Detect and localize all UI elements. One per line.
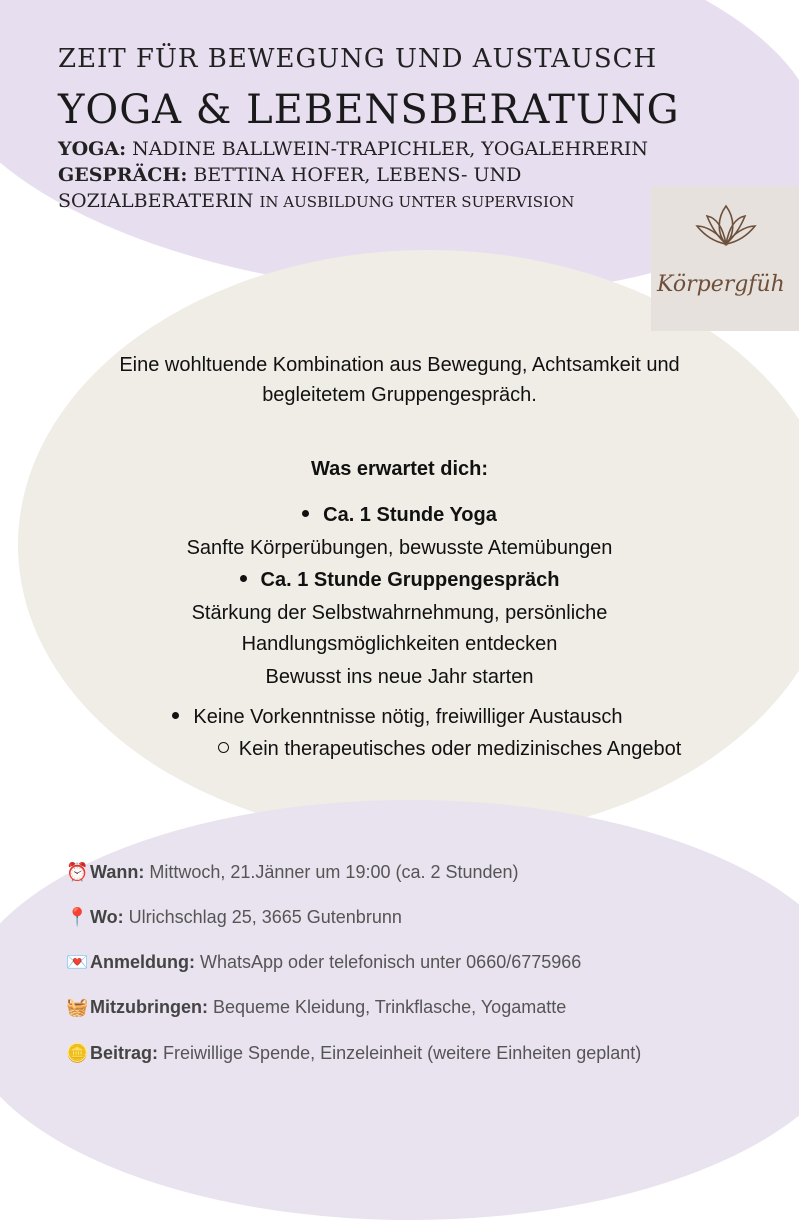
brand-logo-text: Körpergfüh: [657, 272, 785, 297]
list-item-no-experience: [0, 706, 797, 729]
info-label: Wo:: [90, 907, 124, 927]
circle-bullet-icon: [218, 742, 229, 753]
expect-heading: Was erwartet dich:: [310, 458, 489, 480]
counselor-supervision: IN AUSBILDUNG UNTER SUPERVISION: [259, 193, 575, 211]
intro-line-1: Eine wohltuende Kombination aus Bewegung, Achtsamkeit und: [119, 354, 680, 376]
info-value: WhatsApp oder telefonisch unter 0660/6775966: [200, 952, 582, 972]
disclaimer-text: Kein therapeutisches oder medizinisches Angebot: [238, 738, 682, 760]
info-label: Wann:: [90, 862, 145, 882]
info-label: Beitrag:: [90, 1043, 159, 1063]
info-value: Mittwoch, 21.Jänner um 19:00 (ca. 2 Stunden): [149, 862, 519, 882]
alarm-clock-icon: ⏰: [66, 862, 89, 882]
info-fee: [66, 1043, 641, 1064]
intro-text: [0, 350, 799, 410]
talk-item-desc-1: Stärkung der Selbstwahrnehmung, persönliche: [191, 602, 608, 624]
counselor-line: [58, 162, 698, 188]
info-value: Bequeme Kleidung, Trinkflasche, Yogamatte: [213, 997, 567, 1017]
brand-logo: [651, 186, 799, 331]
list-item-yoga: [0, 504, 799, 527]
coin-icon: 🪙: [66, 1043, 89, 1063]
yoga-teacher-line: [58, 136, 698, 162]
counselor-name: BETTINA HOFER, LEBENS- UND: [193, 164, 522, 186]
bullet-icon: [240, 575, 247, 582]
no-experience-text: Keine Vorkenntnisse nötig, freiwilliger Austausch: [193, 706, 623, 728]
intro-line-2: begleitetem Gruppengespräch.: [262, 384, 537, 406]
talk-item-desc-2: Handlungsmöglichkeiten entdecken: [241, 633, 558, 655]
pin-icon: 📍: [66, 907, 89, 927]
yoga-item-title: Ca. 1 Stunde Yoga: [323, 504, 497, 526]
info-bring: [66, 997, 566, 1018]
lotus-icon: [693, 200, 759, 256]
info-when: [66, 862, 519, 883]
talk-label: GESPRÄCH:: [58, 164, 188, 186]
info-label: Anmeldung:: [90, 952, 195, 972]
envelope-icon: 💌: [66, 952, 89, 972]
info-registration: [66, 952, 581, 973]
flyer-kicker: ZEIT FÜR BEWEGUNG UND AUSTAUSCH: [58, 44, 658, 74]
info-where: [66, 907, 402, 928]
talk-item-title: Ca. 1 Stunde Gruppengespräch: [260, 569, 560, 591]
basket-icon: 🧺: [66, 997, 89, 1017]
yoga-label: YOGA:: [58, 138, 127, 160]
info-value: Freiwillige Spende, Einzeleinheit (weitere Einheiten geplant): [163, 1043, 642, 1063]
flyer-header: [58, 42, 698, 215]
info-label: Mitzubringen:: [90, 997, 208, 1017]
bullet-icon: [172, 712, 179, 719]
flyer-title: YOGA & LEBENSBERATUNG: [58, 87, 680, 133]
talk-item-desc-3: Bewusst ins neue Jahr starten: [265, 666, 534, 688]
yoga-teacher: NADINE BALLWEIN-TRAPICHLER, YOGALEHRERIN: [132, 138, 648, 160]
list-sub-item: [50, 738, 799, 761]
list-item-talk: [0, 569, 799, 592]
info-value: Ulrichschlag 25, 3665 Gutenbrunn: [128, 907, 402, 927]
counselor-line-2: [58, 188, 698, 215]
counselor-role: SOZIALBERATERIN: [58, 190, 254, 212]
bullet-icon: [302, 510, 309, 517]
yoga-item-desc: Sanfte Körperübungen, bewusste Atemübungen: [186, 537, 613, 559]
